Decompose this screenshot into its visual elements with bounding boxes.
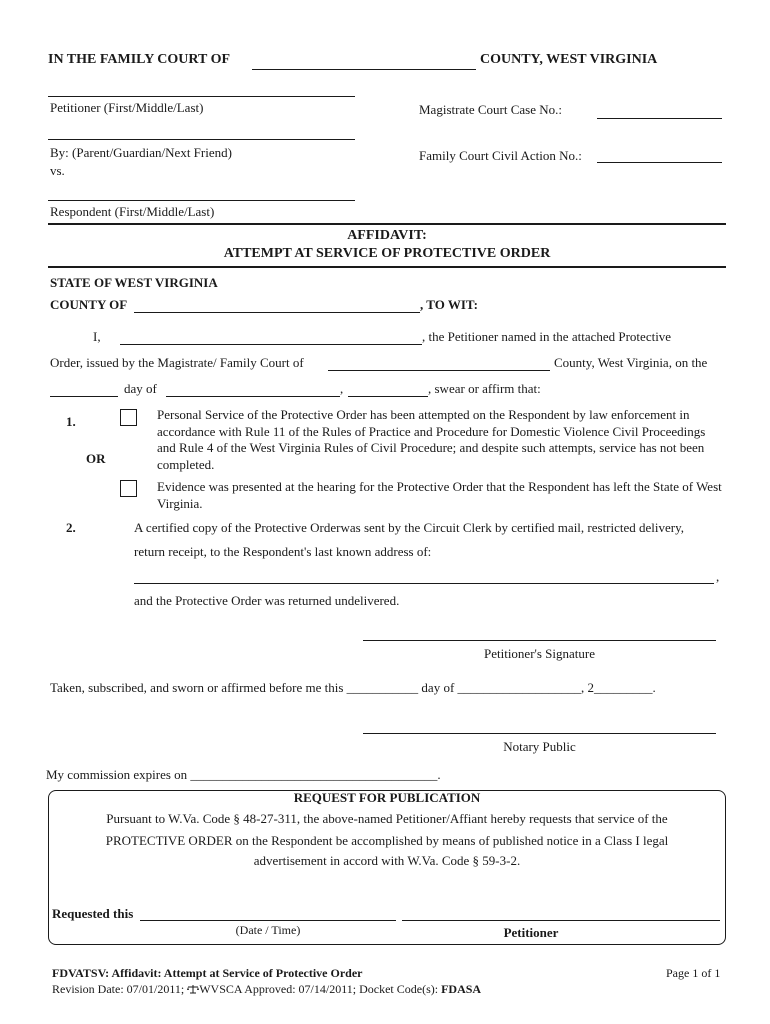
publication-petitioner-label: Petitioner xyxy=(503,925,559,940)
venue-state: STATE OF WEST VIRGINIA xyxy=(50,275,218,290)
vs-label: vs. xyxy=(50,163,65,178)
item-2-line-2: return receipt, to the Respondent's last known address of: xyxy=(134,544,432,559)
notary-public-label: Notary Public xyxy=(503,739,576,754)
issue-day-field[interactable] xyxy=(50,396,118,397)
footer-form-title xyxy=(52,966,363,981)
publication-line-2: PROTECTIVE ORDER on the Respondent be accomplished by means of published notice in a Class I legal xyxy=(105,833,669,848)
statement-comma: , xyxy=(340,381,344,396)
title-line-1: AFFIDAVIT: xyxy=(347,228,427,243)
by-label: By: (Parent/Guardian/Next Friend) xyxy=(50,145,232,160)
footer-approval: WVSCA Approved: 07/14/2011; Docket Code(s): xyxy=(199,982,442,996)
item-2-line-1: A certified copy of the Protective Orderwas sent by the Circuit Clerk by certified mail, restricted delivery, xyxy=(134,520,685,535)
commission-expires-text: My commission expires on ______________________________________. xyxy=(46,767,441,782)
sworn-before-text: Taken, subscribed, and sworn or affirmed before me this ___________ day of ___________________, 2_________. xyxy=(50,680,656,695)
requested-date-field[interactable] xyxy=(140,920,396,921)
footer-form-code: FDVATSV xyxy=(52,966,106,980)
footer-revision xyxy=(52,982,481,997)
petitioner-name-field[interactable] xyxy=(48,96,355,97)
venue-county-field[interactable] xyxy=(134,312,420,313)
address-comma: , xyxy=(716,569,720,584)
court-county-field[interactable] xyxy=(252,69,476,70)
returned-undelivered-text: and the Protective Order was returned undelivered. xyxy=(134,593,400,608)
footer-revision-date: Revision Date: 07/01/2011; xyxy=(52,982,185,996)
magistrate-case-field[interactable] xyxy=(597,118,722,119)
footer-form-name: : Affidavit: Attempt at Service of Protective Order xyxy=(105,966,363,980)
title-line-2: ATTEMPT AT SERVICE OF PROTECTIVE ORDER xyxy=(223,246,551,261)
respondent-label: Respondent (First/Middle/Last) xyxy=(50,204,215,219)
venue-county-prefix: COUNTY OF xyxy=(50,297,128,312)
statement-day-of: day of xyxy=(124,381,157,396)
title-top-rule xyxy=(48,223,726,225)
venue-to-wit: , TO WIT: xyxy=(420,297,478,312)
left-state-checkbox[interactable] xyxy=(120,480,137,497)
personal-service-checkbox[interactable] xyxy=(120,409,137,426)
footer-page-number: Page 1 of 1 xyxy=(666,966,721,980)
publication-petitioner-signature-field[interactable] xyxy=(402,920,720,921)
magistrate-case-label: Magistrate Court Case No.: xyxy=(419,102,562,117)
affiant-name-field[interactable] xyxy=(120,344,422,345)
item-2-number: 2. xyxy=(66,520,76,535)
footer-docket-code: FDASA xyxy=(441,982,482,996)
personal-service-text: Personal Service of the Protective Order has been attempted on the Respondent by law enforcement in accordance with Rule 11 of the Rules of Practice and Procedure for Domestic Violence Civil Proceedings and Rule 4 of the West Virginia Rules of Civil Procedure; and despite such attempts, service has not been completed. xyxy=(157,407,706,472)
title-bottom-rule xyxy=(48,266,726,268)
notary-signature-field[interactable] xyxy=(363,733,716,734)
statement-petitioner-named: , the Petitioner named in the attached Protective xyxy=(422,329,672,344)
petitioner-signature-field[interactable] xyxy=(363,640,716,641)
statement-swear: , swear or affirm that: xyxy=(428,381,541,396)
or-label: OR xyxy=(86,451,106,466)
statement-i: I, xyxy=(93,329,101,344)
court-suffix: COUNTY, WEST VIRGINIA xyxy=(480,52,658,67)
respondent-name-field[interactable] xyxy=(48,200,355,201)
guardian-name-field[interactable] xyxy=(48,139,355,140)
statement-county-wv: County, West Virginia, on the xyxy=(554,355,708,370)
petitioner-signature-label: Petitioner's Signature xyxy=(483,646,596,661)
issuing-county-field[interactable] xyxy=(328,370,550,371)
issue-year-field[interactable] xyxy=(348,396,428,397)
statement-order-issued: Order, issued by the Magistrate/ Family Court of xyxy=(50,355,304,370)
publication-line-1: Pursuant to W.Va. Code § 48-27-311, the above-named Petitioner/Affiant hereby requests that service of the xyxy=(106,811,668,826)
petitioner-label: Petitioner (First/Middle/Last) xyxy=(50,100,204,115)
court-prefix: IN THE FAMILY COURT OF xyxy=(48,52,231,67)
family-action-label: Family Court Civil Action No.: xyxy=(419,148,582,163)
issue-month-field[interactable] xyxy=(166,396,340,397)
respondent-address-field[interactable] xyxy=(134,583,714,584)
requested-this-label: Requested this xyxy=(52,906,134,921)
scales-icon xyxy=(187,983,199,993)
item-1-number: 1. xyxy=(66,414,76,429)
family-action-field[interactable] xyxy=(597,162,722,163)
left-state-text: Evidence was presented at the hearing for the Protective Order that the Respondent has left the State of West Virginia. xyxy=(157,479,722,511)
date-time-label: (Date / Time) xyxy=(235,923,301,937)
publication-title: REQUEST FOR PUBLICATION xyxy=(293,790,481,805)
publication-line-3: advertisement in accord with W.Va. Code § 59-3-2. xyxy=(253,853,521,868)
